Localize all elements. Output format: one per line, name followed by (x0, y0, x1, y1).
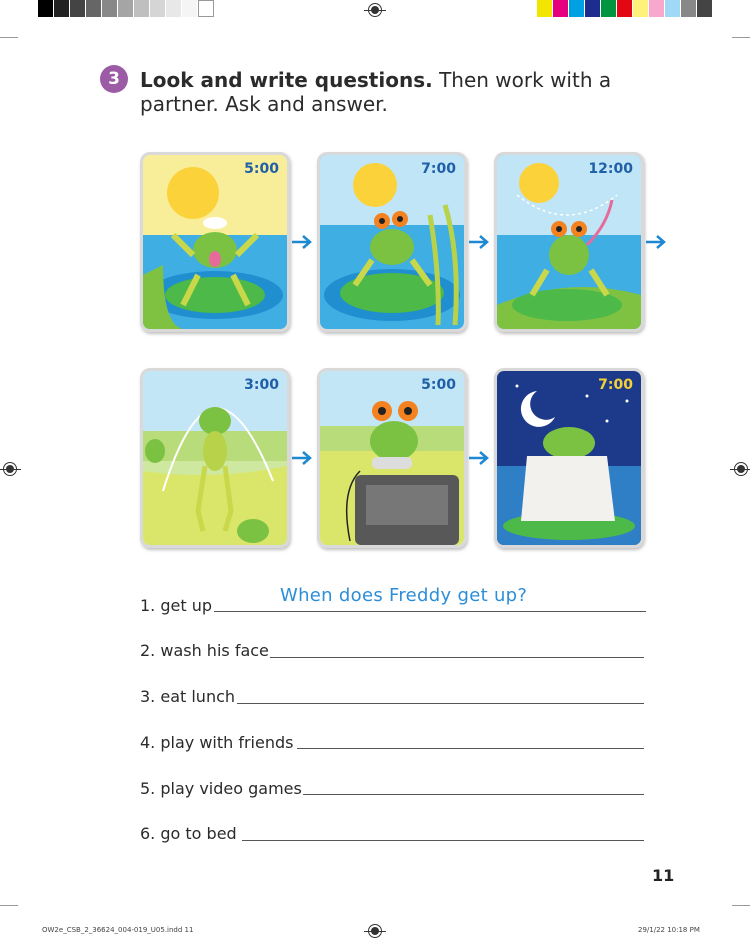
answer-line[interactable] (242, 840, 644, 841)
question-prompt: 4. play with friends (140, 733, 294, 752)
exercise-number-badge: 3 (100, 65, 128, 93)
frog-sleeping-illustration (497, 371, 641, 545)
page-number: 11 (652, 866, 675, 885)
question-prompt: 6. go to bed (140, 824, 237, 843)
picture-panel-wash-face (317, 152, 467, 332)
handwritten-answer: When does Freddy get up? (280, 585, 528, 606)
question-prompt: 3. eat lunch (140, 687, 236, 706)
time-label: 3:00 (244, 377, 279, 393)
trim-mark (732, 37, 750, 38)
registration-mark-left (3, 462, 17, 476)
picture-panel-play-with-friends (140, 368, 290, 548)
exercise-instruction (140, 68, 620, 116)
arrow-right-icon (468, 235, 490, 249)
time-label: 7:00 (598, 377, 633, 393)
instruction-rest: Then work with a partner. Ask and answer. (140, 68, 612, 116)
answer-line[interactable] (237, 703, 644, 704)
frog-washing-face-illustration (320, 155, 464, 329)
answer-line[interactable] (270, 657, 644, 658)
registration-mark-bottom (368, 924, 382, 938)
instruction-bold: Look and write questions. (140, 68, 433, 92)
frog-eating-lunch-illustration (497, 155, 641, 329)
picture-panel-eat-lunch (494, 152, 644, 332)
answer-line[interactable] (297, 748, 644, 749)
arrow-right-icon (645, 235, 667, 249)
trim-mark (0, 905, 18, 906)
time-label: 12:00 (588, 161, 633, 177)
time-label: 5:00 (244, 161, 279, 177)
time-label: 7:00 (421, 161, 456, 177)
picture-panel-get-up (140, 152, 290, 332)
question-prompt: 1. get up (140, 596, 213, 615)
trim-mark (732, 905, 750, 906)
frog-jumping-rope-illustration (143, 371, 287, 545)
picture-panel-go-to-bed (494, 368, 644, 548)
frog-waking-up-illustration (143, 155, 287, 329)
date-slug: 29/1/22 10:18 PM (638, 926, 700, 934)
answer-line[interactable] (214, 611, 646, 612)
question-prompt: 5. play video games (140, 779, 302, 798)
answer-line[interactable] (303, 794, 644, 795)
trim-mark (0, 37, 18, 38)
registration-mark-right (734, 462, 748, 476)
picture-panel-play-video-games (317, 368, 467, 548)
registration-mark-top (368, 3, 382, 17)
time-label: 5:00 (421, 377, 456, 393)
arrow-right-icon (468, 451, 490, 465)
question-prompt: 2. wash his face (140, 641, 269, 660)
file-slug: OW2e_CSB_2_36624_004-019_U05.indd 11 (42, 926, 194, 934)
arrow-right-icon (291, 451, 313, 465)
frog-playing-video-games-illustration (320, 371, 464, 545)
arrow-right-icon (291, 235, 313, 249)
